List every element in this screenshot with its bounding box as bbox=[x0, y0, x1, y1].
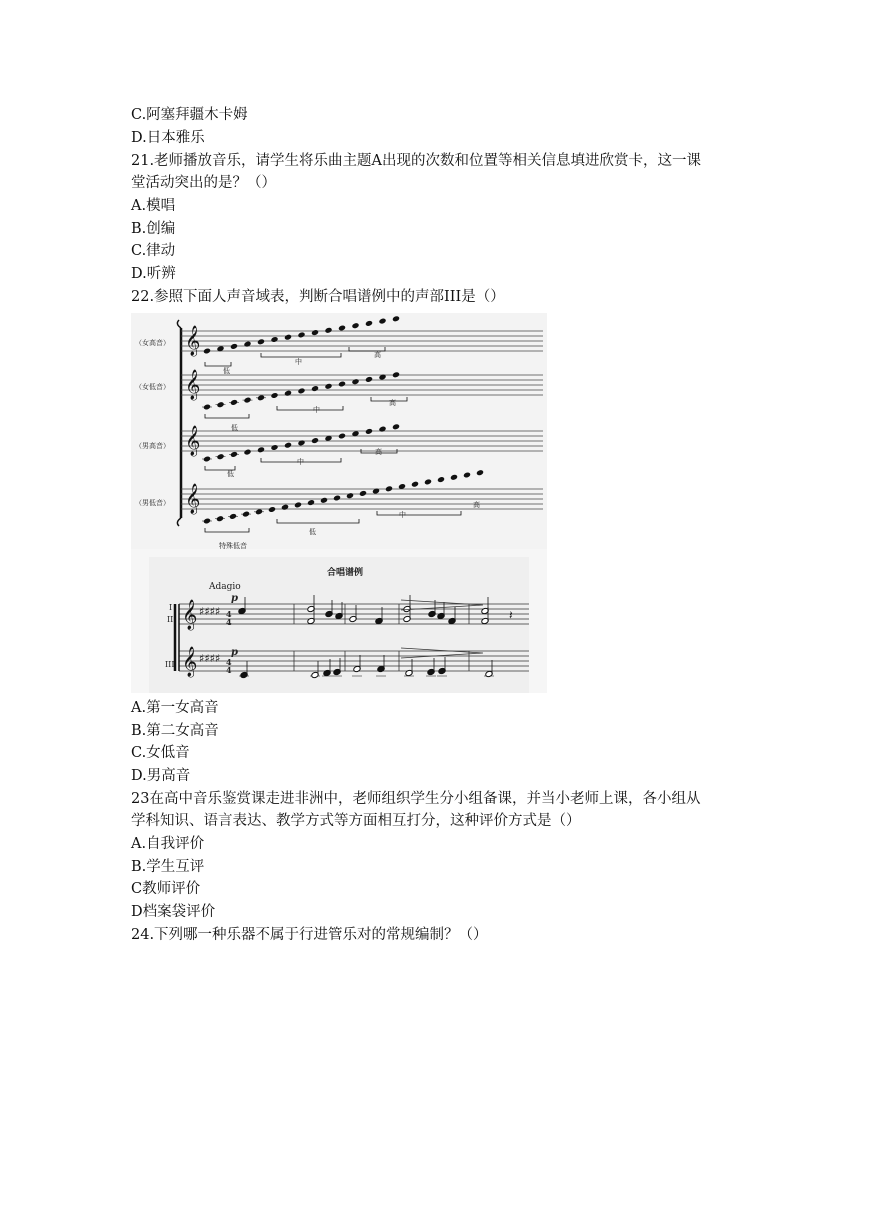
range-mid-soprano: 中 bbox=[295, 358, 302, 366]
option-d-q22: D.男高音 bbox=[131, 768, 191, 784]
question-21-line-1: 21.老师播放音乐，请学生将乐曲主题A出现的次数和位置等相关信息填进欣赏卡，这一课 bbox=[131, 153, 702, 169]
range-mid-alto: 中 bbox=[313, 406, 320, 414]
option-c-q21: C.律动 bbox=[131, 243, 176, 259]
option-a-q23: A.自我评价 bbox=[131, 836, 205, 852]
option-d-q23: D档案袋评价 bbox=[131, 904, 216, 920]
part-label-i: I bbox=[169, 603, 173, 612]
time-sig-upper-den: 4 bbox=[226, 617, 232, 627]
treble-clef-icon: 𝄞 bbox=[182, 600, 198, 630]
treble-clef-icon: 𝄞 bbox=[185, 484, 201, 514]
key-signature-icon: ♯♯♯♯ bbox=[199, 605, 221, 618]
voice-label-alto: （女低音） bbox=[135, 383, 170, 391]
treble-clef-icon: 𝄞 bbox=[185, 370, 201, 400]
option-a-q22: A.第一女高音 bbox=[131, 700, 219, 716]
treble-clef-icon: 𝄞 bbox=[182, 647, 198, 677]
range-high-soprano: 高 bbox=[374, 351, 381, 359]
time-sig-lower-den: 4 bbox=[226, 665, 232, 675]
option-c-q20: C.阿塞拜疆木卡姆 bbox=[131, 107, 248, 123]
time-sig-upper-num: 4 bbox=[226, 609, 232, 619]
range-high-tenor: 高 bbox=[375, 448, 382, 456]
range-low-tenor: 低 bbox=[227, 470, 234, 478]
option-b-q21: B.创编 bbox=[131, 221, 176, 237]
quarter-rest-icon: 𝄽 bbox=[509, 608, 513, 622]
dynamic-lower: p bbox=[231, 647, 238, 658]
question-23-line-1: 23在高中音乐鉴赏课走进非洲中，老师组织学生分小组备课，并当小老师上课，各小组从 bbox=[131, 791, 701, 807]
range-mid-bass: 中 bbox=[399, 511, 406, 519]
range-mid-tenor: 中 bbox=[297, 458, 304, 466]
vocal-range-figure bbox=[131, 313, 547, 693]
voice-label-tenor: （男高音） bbox=[135, 442, 170, 450]
dynamic-upper: p bbox=[231, 593, 238, 604]
part-label-ii: II bbox=[167, 615, 174, 624]
option-d-q21: D.听辨 bbox=[131, 266, 176, 282]
range-low-alto: 低 bbox=[231, 424, 238, 432]
range-low-bass: 低 bbox=[309, 528, 316, 536]
option-c-q23: C教师评价 bbox=[131, 881, 201, 897]
option-d-q20: D.日本雅乐 bbox=[131, 130, 205, 146]
range-high-bass: 高 bbox=[473, 501, 480, 509]
option-b-q23: B.学生互评 bbox=[131, 859, 205, 875]
key-signature-icon: ♯♯♯♯ bbox=[199, 652, 221, 665]
question-24: 24.下列哪一种乐器不属于行进管乐对的常规编制？（） bbox=[131, 927, 488, 943]
voice-label-bass: （男低音） bbox=[135, 499, 170, 507]
treble-clef-icon: 𝄞 bbox=[185, 426, 201, 456]
question-23-line-2: 学科知识、语言表达、教学方式等方面相互打分，这种评价方式是（） bbox=[131, 813, 581, 829]
voice-label-soprano: （女高音） bbox=[135, 339, 170, 347]
part-label-iii: III bbox=[165, 660, 175, 669]
option-c-q22: C.女低音 bbox=[131, 745, 190, 761]
tempo-marking: Adagio bbox=[209, 582, 241, 592]
range-special-low-bass: 特殊低音 bbox=[219, 542, 247, 550]
option-a-q21: A.模唱 bbox=[131, 198, 176, 214]
question-21-line-2: 堂活动突出的是？（） bbox=[131, 175, 276, 191]
choral-example-title: 合唱谱例 bbox=[327, 568, 364, 578]
range-high-alto: 高 bbox=[389, 399, 396, 407]
treble-clef-icon: 𝄞 bbox=[185, 326, 201, 356]
range-low-soprano: 低 bbox=[223, 367, 230, 375]
time-sig-lower-num: 4 bbox=[226, 657, 232, 667]
option-b-q22: B.第二女高音 bbox=[131, 723, 219, 739]
question-22: 22.参照下面人声音域表，判断合唱谱例中的声部III是（） bbox=[131, 289, 505, 305]
